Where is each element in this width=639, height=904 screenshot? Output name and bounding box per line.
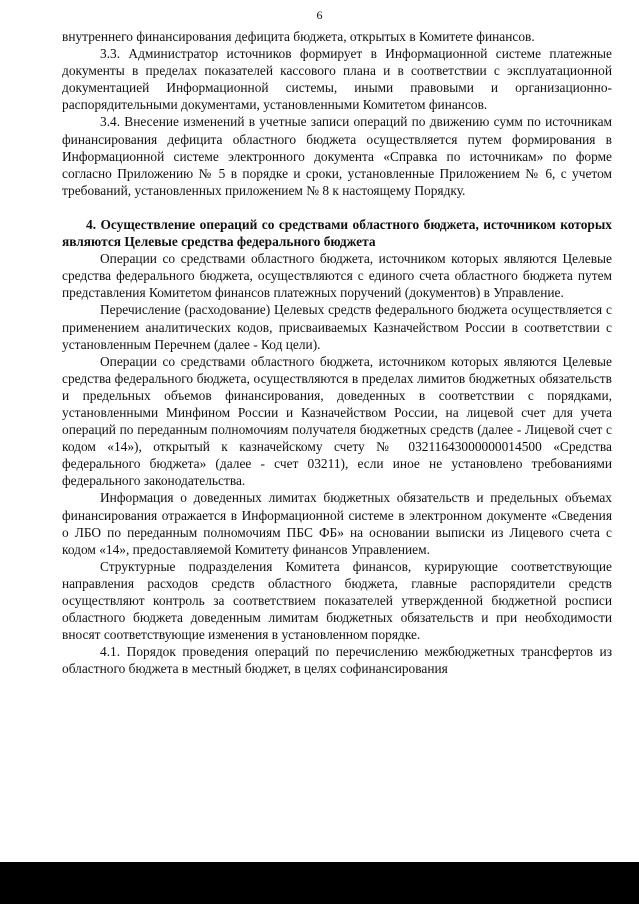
paragraph-4-1: 4.1. Порядок проведения операций по перечислению межбюджетных трансфертов из областного бюджета в местный бюджет, в целях софинансирования — [62, 644, 612, 677]
paragraph-3-4: 3.4. Внесение изменений в учетные записи операций по движению сумм по источникам финансирования дефицита областного бюджета осуществляется путем формирования в Информационной системе электронного документа «Справка по источникам» по форме согласно Приложению № 5 в порядке и сроки, установленные Приложением № 6, с учетом требований, установленных приложением № 8 к настоящему Порядку. — [62, 114, 612, 198]
document-body — [62, 28, 612, 677]
scan-bottom-edge — [0, 862, 639, 904]
paragraph-3-3: 3.3. Администратор источников формирует в Информационной системе платежные документы в пределах показателей кассового плана и в соответствии с эксплуатационной документацией Информационной системы, иными правовыми и организационно-распорядительными документами, установленными Комитетом финансов. — [62, 46, 612, 113]
paragraph-continuation: внутреннего финансирования дефицита бюджета, открытых в Комитете финансов. — [62, 29, 535, 44]
section-4-heading: 4. Осуществление операций со средствами областного бюджета, источником которых являются Целевые средства федерального бюджета — [62, 216, 612, 250]
paragraph-4-control: Структурные подразделения Комитета финансов, курирующие соответствующие направления расходов средств областного бюджета, главные распорядители средств осуществляют контроль за соответствием показателей утвержденной бюджетной росписи областного бюджета доведенным лимитам бюджетных обязательств и при необходимости вносят соответствующие изменения в установленном порядке. — [62, 558, 612, 643]
paragraph-4-intro: Операции со средствами областного бюджета, источником которых являются Целевые средства федерального бюджета, осуществляются с единого счета областного бюджета путем представления Комитетом финансов платежных поручений (документов) в Управление. — [62, 251, 612, 301]
page-number: 6 — [316, 8, 323, 22]
paragraph-4-operations: Операции со средствами областного бюджета, источником которых являются Целевые средства федерального бюджета, осуществляются в пределах лимитов бюджетных обязательств и предельных объемов финансирования, доведенных в соответствии с порядками, установленными Минфином России и Казначейством России, на лицевой счет для учета операций по переданным полномочиям получателя бюджетных средств (далее - Лицевой счет с кодом «14»), открытый к казначейскому счету № 03211643000000014500 «Средства федерального бюджета» (далее - счет 03211), если иное не установлено требованиями федерального законодательства. — [62, 353, 612, 489]
paragraph-4-transfer: Перечисление (расходование) Целевых средств федерального бюджета осуществляется с применением аналитических кодов, присваиваемых Казначейством России в соответствии с установленным Перечнем (далее - Код цели). — [62, 302, 612, 352]
paragraph-4-information: Информация о доведенных лимитах бюджетных обязательств и предельных объемах финансирования отражается в Информационной системе в электронном документе «Сведения о ЛБО по переданным полномочиям ПБС ФБ» на основании выписки из Лицевого счета с кодом «14», предоставляемой Комитету финансов Управлением. — [62, 490, 612, 557]
